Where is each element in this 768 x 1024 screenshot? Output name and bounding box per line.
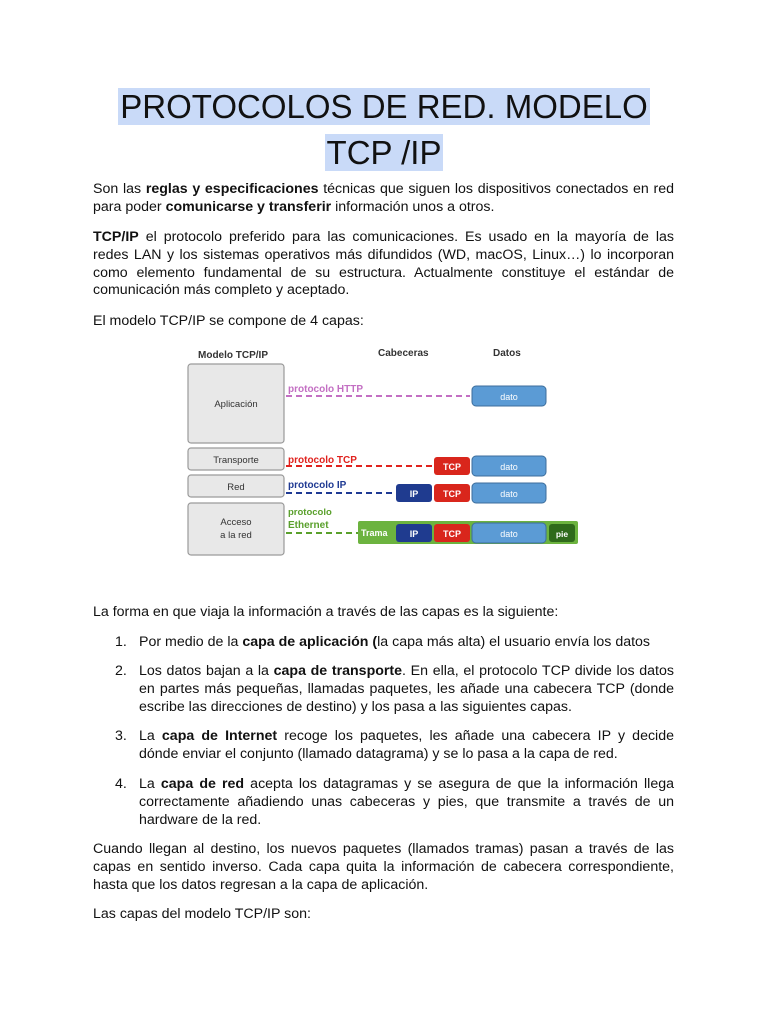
tcpip-paragraph <box>93 229 674 300</box>
intro-paragraph <box>93 181 674 217</box>
intro-text-2: técnicas que siguen los dispositivos conectados en red para poder <box>93 181 675 215</box>
step-bold: capa de transporte <box>273 663 403 679</box>
step-text: recoge los paquetes, les añade una cabecera IP y decide dónde enviar el conjunto (llamado datagrama) y se lo pasa a la capa de red. <box>139 728 674 762</box>
list-item-number: 4. <box>115 776 127 792</box>
step-bold: capa de Internet <box>161 728 278 744</box>
ip-label-red: IP <box>409 489 419 499</box>
dato-label-transport: dato <box>500 462 518 472</box>
arrival-paragraph: Cuando llegan al destino, los nuevos paquetes (llamados tramas) pasan a través de las capas en sentido inverso. Cada capa quita la información de cabecera correspondiente, hasta que los datos regresan a la capa de aplicación. <box>93 841 674 893</box>
diagram-header-data: Datos <box>493 348 521 359</box>
closing-paragraph: Las capas del modelo TCP/IP son: <box>93 906 311 922</box>
list-item-number: 1. <box>115 634 127 650</box>
list-item-text <box>139 663 674 716</box>
layer-label-application: Aplicación <box>214 399 258 410</box>
tcpip-model-diagram <box>180 340 590 565</box>
tcp-label-ethernet: TCP <box>443 529 461 539</box>
layer-label-red: Red <box>227 482 245 493</box>
protocol-ip-label: protocolo IP <box>288 480 347 491</box>
tcpip-text: el protocolo preferido para las comunicaciones. Es usado en la mayoría de las redes LAN y los sistemas operativos más difundidos (WD, macOS, Linux…) lo incorporan como elemento fundamental de su estructura. Actualmente constituye el estándar de comunicación más completo y aceptado. <box>93 229 674 299</box>
tcpip-bold: TCP/IP <box>93 229 139 245</box>
travel-intro: La forma en que viaja la información a través de las capas es la siguiente: <box>93 604 559 620</box>
ip-label-ethernet: IP <box>409 529 419 539</box>
list-item-text <box>139 776 674 829</box>
step-text: acepta los datagramas y se asegura de que la información llega correctamente añadiendo unas cabeceras y pies, que transmite a través de un hardware de la red. <box>139 776 674 828</box>
intro-text-1: Son las <box>93 181 146 197</box>
tcp-label-red: TCP <box>443 489 461 499</box>
dato-label-ethernet: dato <box>500 529 518 539</box>
dato-label-red: dato <box>500 489 518 499</box>
step-bold: capa de red <box>160 776 245 792</box>
title-line-1: PROTOCOLOS DE RED. MODELO <box>120 88 648 125</box>
step-text: la capa más alta) el usuario envía los datos <box>377 634 651 650</box>
layer-box-access <box>188 503 284 555</box>
list-item-number: 2. <box>115 663 127 679</box>
layer-label-transport: Transporte <box>213 455 259 466</box>
intro-text-3: información unos a otros. <box>331 198 495 215</box>
protocol-ethernet-label-2: Ethernet <box>288 520 329 531</box>
intro-bold-2: comunicarse y transferir <box>165 198 332 215</box>
tcp-label-transport: TCP <box>443 462 461 472</box>
step-text: La <box>139 728 162 744</box>
protocol-ethernet-label-1: protocolo <box>288 507 332 518</box>
step-text: . En ella, el protocolo TCP divide los datos en partes más pequeñas, llamadas paquetes, les añade una cabecera TCP (donde escribe las direcciones de destino) y los pasa a las siguientes capas. <box>139 663 674 715</box>
protocol-http-label: protocolo HTTP <box>288 384 363 395</box>
step-text: Los datos bajan a la <box>139 663 274 679</box>
intro-bold-1: reglas y especificaciones <box>145 181 319 197</box>
step-text: La <box>139 776 161 792</box>
list-item-text <box>139 634 674 652</box>
list-item-number: 3. <box>115 728 127 744</box>
step-bold: capa de aplicación ( <box>242 634 378 650</box>
page-title <box>60 84 708 176</box>
diagram-header-headers: Cabeceras <box>378 348 429 359</box>
step-text: Por medio de la <box>139 634 243 650</box>
pie-label: pie <box>555 529 569 539</box>
diagram-header-model: Modelo TCP/IP <box>198 350 268 361</box>
title-line-2: TCP /IP <box>326 134 442 171</box>
list-item-text <box>139 728 674 764</box>
layer-label-access-1: Acceso <box>220 517 252 528</box>
protocol-tcp-label: protocolo TCP <box>288 455 357 466</box>
dato-label-http: dato <box>500 392 518 402</box>
trama-label: Trama <box>361 528 388 538</box>
layers-intro: El modelo TCP/IP se compone de 4 capas: <box>93 313 364 329</box>
layer-label-access-2: a la red <box>220 530 252 541</box>
